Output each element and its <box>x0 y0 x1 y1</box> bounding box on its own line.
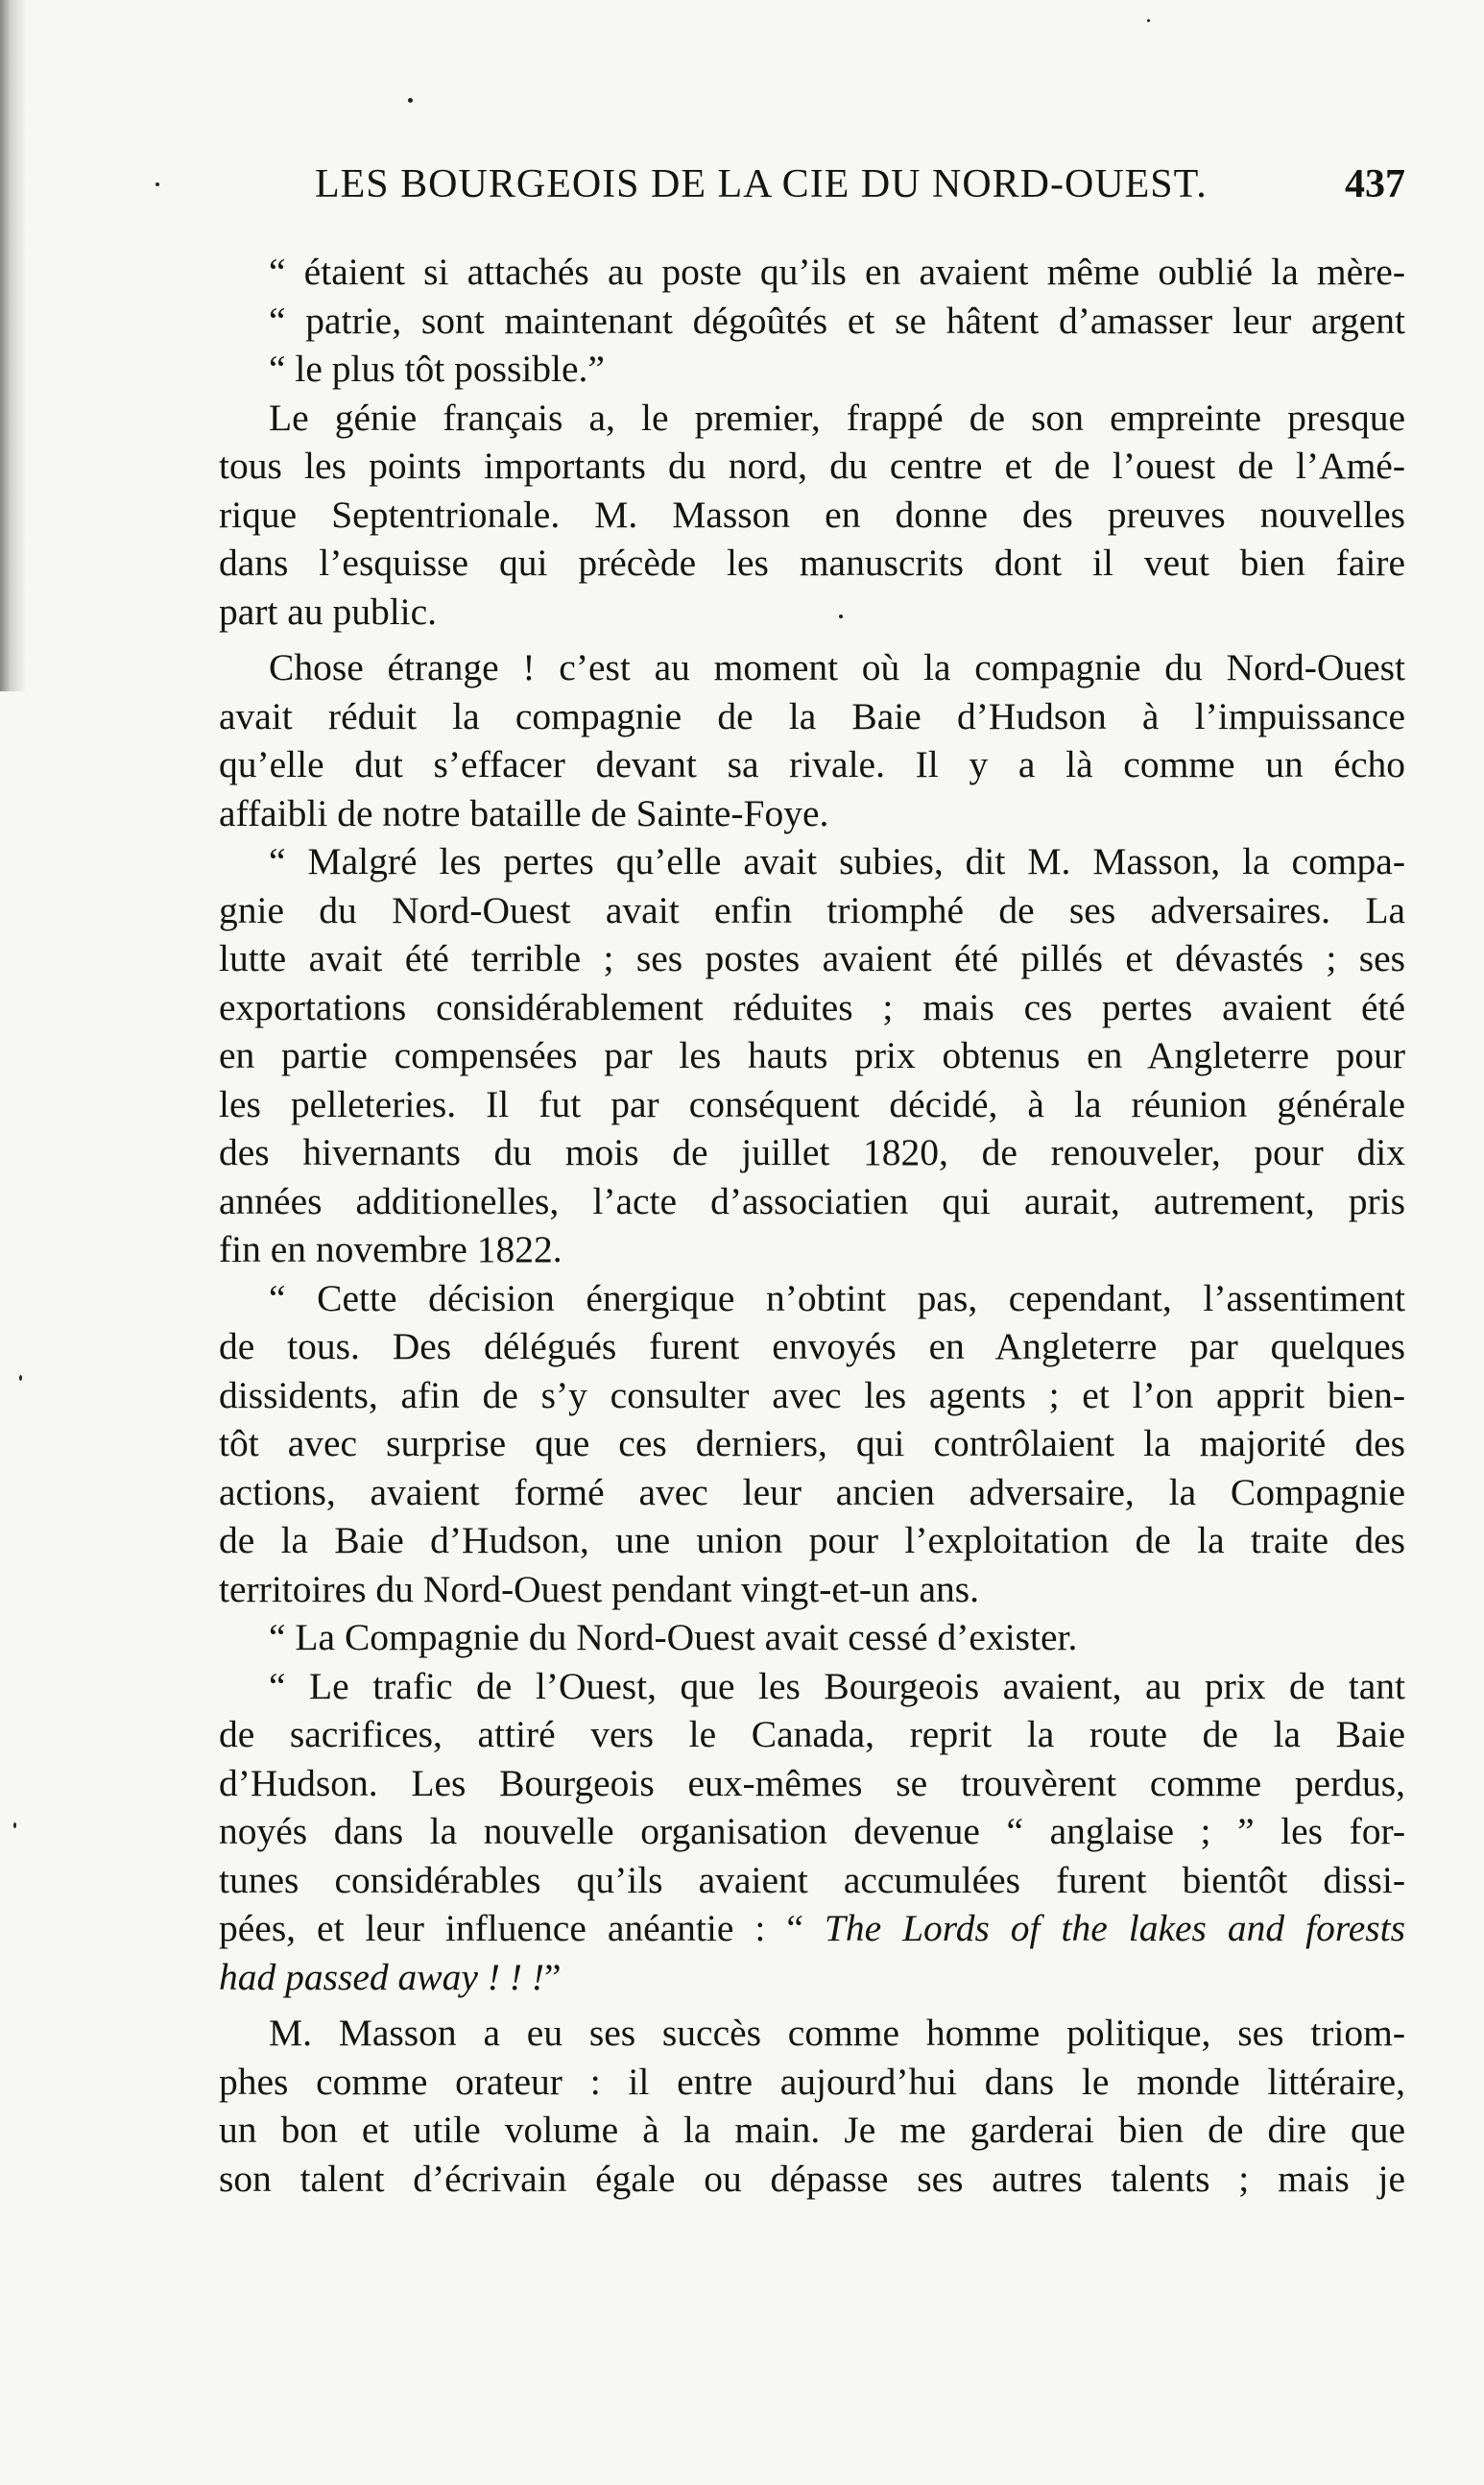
text-line: un bon et utile volume à la main. Je me garderai bien de dire que <box>219 2109 1405 2151</box>
text-line: lutte avait été terrible ; ses postes avaient été pillés et dévastés ; ses <box>219 937 1405 979</box>
scan-speck <box>1147 19 1150 22</box>
text-line: fin en novembre 1822. <box>219 1228 562 1270</box>
text-line: années additionelles, l’acte d’associatien qui aurait, autrement, pris <box>219 1179 1405 1222</box>
text-line: “ étaient si attachés au poste qu’ils en avaient même oublié la mère- <box>269 251 1405 293</box>
scan-speck <box>408 98 413 103</box>
text-line: en partie compensées par les hauts prix obtenus en Angleterre pour <box>219 1034 1405 1076</box>
text-line: d’Hudson. Les Bourgeois eux-mêmes se trouvèrent comme perdus, <box>219 1761 1405 1804</box>
text-line: de la Baie d’Hudson, une union pour l’exploitation de la traite des <box>219 1519 1405 1561</box>
text-line-mixed <box>219 1904 1405 1953</box>
text-line: de tous. Des délégués furent envoyés en Angleterre par quelques <box>219 1325 1405 1367</box>
text-run: ” <box>544 1955 562 1998</box>
text-line: part au public. <box>219 590 438 633</box>
text-line: exportations considérablement réduites ; mais ces pertes avaient été <box>219 985 1405 1028</box>
scan-speck <box>19 1375 22 1381</box>
text-line: tous les points importants du nord, du centre et de l’ouest de l’Amé- <box>219 445 1405 487</box>
body-text <box>219 248 1405 2203</box>
text-line: “ Le trafic de l’Ouest, que les Bourgeois avaient, au prix de tant <box>269 1664 1405 1707</box>
text-line: qu’elle dut s’effacer devant sa rivale. Il y a là comme un écho <box>219 743 1405 785</box>
text-line-mixed <box>219 1953 1405 2002</box>
text-line: Chose étrange ! c’est au moment où la compagnie du Nord-Ouest <box>269 646 1405 688</box>
scan-speck <box>156 182 159 186</box>
text-line: actions, avaient formé avec leur ancien adversaire, la Compagnie <box>219 1470 1405 1513</box>
italic-quote: The Lords of the lakes and forests <box>824 1907 1405 1949</box>
scan-edge-shadow <box>0 0 27 691</box>
text-line: “ Cette décision énergique n’obtint pas, cependant, l’assentiment <box>269 1276 1405 1319</box>
text-line: “ patrie, sont maintenant dégoûtés et se hâtent d’amasser leur argent <box>269 299 1405 342</box>
running-head-title: LES BOURGEOIS DE LA CIE DU NORD-OUEST. <box>315 162 1208 206</box>
text-run: pées, et leur influence anéantie : “ <box>219 1907 825 1949</box>
text-line: “ Malgré les pertes qu’elle avait subies, dit M. Masson, la compa- <box>269 840 1405 882</box>
text-line: tôt avec surprise que ces derniers, qui contrôlaient la majorité des <box>219 1422 1405 1464</box>
italic-quote: had passed away ! ! ! <box>219 1955 544 1998</box>
text-line: rique Septentrionale. M. Masson en donne des preuves nouvelles <box>219 493 1405 536</box>
text-line: “ le plus tôt possible.” <box>269 348 605 390</box>
text-line: “ La Compagnie du Nord-Ouest avait cessé d’exister. <box>269 1616 1078 1658</box>
text-line: affaibli de notre bataille de Sainte-Foye. <box>219 791 829 834</box>
text-line: son talent d’écrivain égale ou dépasse ses autres talents ; mais je <box>219 2157 1405 2200</box>
text-line: des hivernants du mois de juillet 1820, de renouveler, pour dix <box>219 1131 1405 1173</box>
scan-speck <box>13 1822 16 1828</box>
text-line: de sacrifices, attiré vers le Canada, reprit la route de la Baie <box>219 1713 1405 1755</box>
running-header <box>315 161 1405 219</box>
text-line: avait réduit la compagnie de la Baie d’Hudson à l’impuissance <box>219 694 1405 737</box>
text-line: tunes considérables qu’ils avaient accumulées furent bientôt dissi- <box>219 1858 1405 1901</box>
text-line: gnie du Nord-Ouest avait enfin triomphé de ses adversaires. La <box>219 888 1405 931</box>
text-line: dans l’esquisse qui précède les manuscrits dont il veut bien faire <box>219 542 1405 584</box>
text-line: M. Masson a eu ses succès comme homme politique, ses triom- <box>269 2012 1405 2054</box>
text-line: territoires du Nord-Ouest pendant vingt-et-un ans. <box>219 1567 979 1610</box>
text-line: phes comme orateur : il entre aujourd’hui dans le monde littéraire, <box>219 2060 1405 2103</box>
text-line: noyés dans la nouvelle organisation devenue “ anglaise ; ” les for- <box>219 1810 1405 1852</box>
text-line: Le génie français a, le premier, frappé de son empreinte presque <box>269 396 1405 439</box>
text-line: les pelleteries. Il fut par conséquent décidé, à la réunion générale <box>219 1082 1405 1125</box>
page-number: 437 <box>1345 162 1405 206</box>
text-line: dissidents, afin de s’y consulter avec les agents ; et l’on apprit bien- <box>219 1373 1405 1416</box>
